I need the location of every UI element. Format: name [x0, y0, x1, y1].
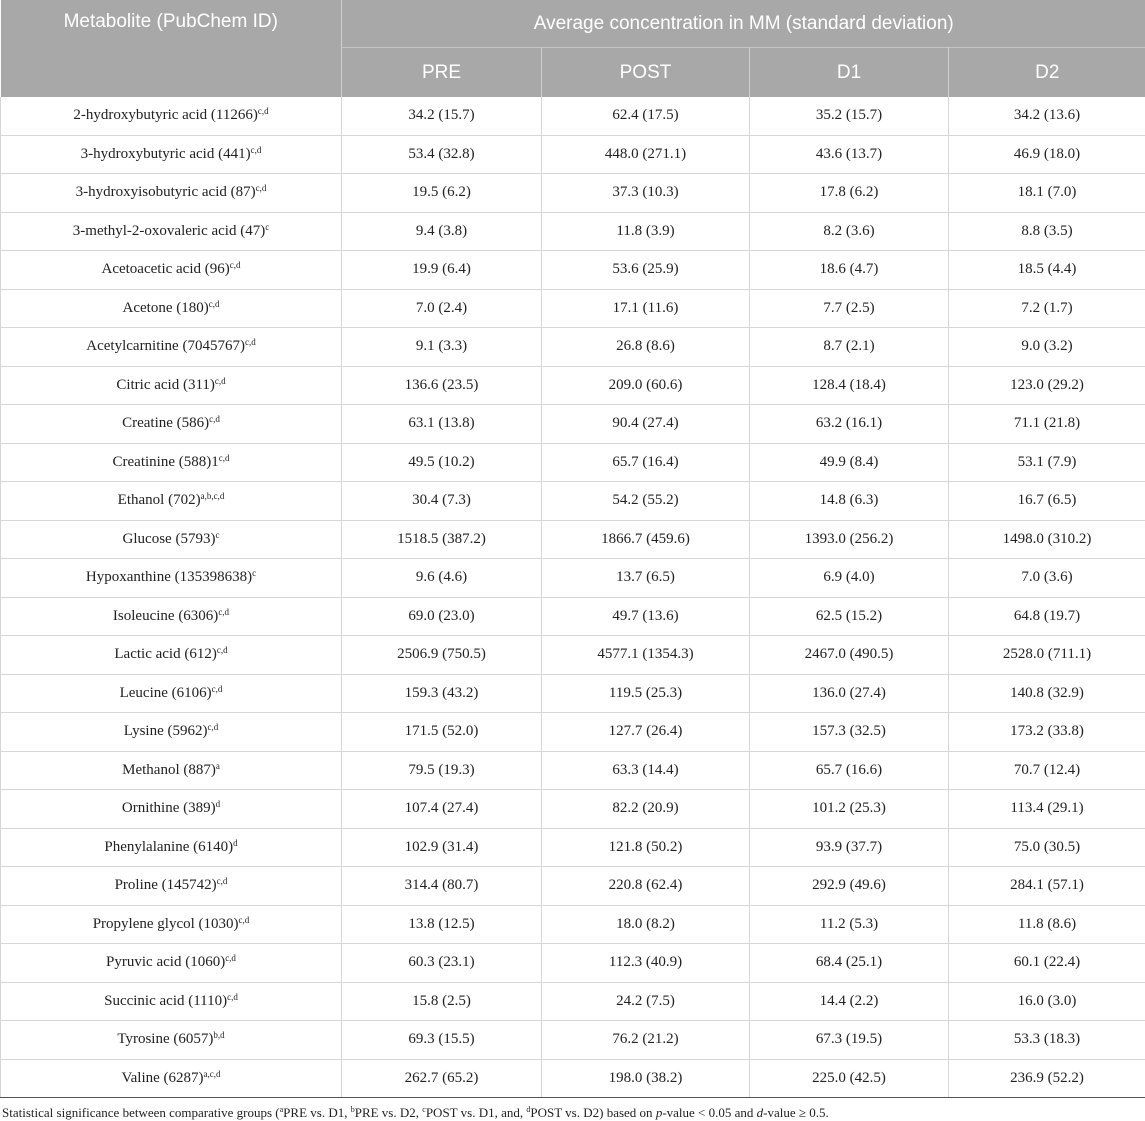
value-cell-d2: 7.0 (3.6) [949, 559, 1145, 598]
significance-marker: c,d [214, 375, 226, 386]
footnote-sup-d: d [526, 1105, 531, 1114]
metabolite-cell [1, 443, 342, 482]
value-cell-d1: 8.2 (3.6) [750, 212, 949, 251]
value-cell-pre: 13.8 (12.5) [342, 905, 542, 944]
value-cell-post: 26.8 (8.6) [542, 328, 750, 367]
metabolite-cell [1, 251, 342, 290]
value-cell-d2: 16.0 (3.0) [949, 982, 1145, 1021]
table-row [1, 366, 1145, 405]
significance-marker: c,d [255, 183, 267, 194]
value-cell-pre: 15.8 (2.5) [342, 982, 542, 1021]
table-row [1, 1021, 1145, 1060]
significance-marker: a,c,d [203, 1068, 221, 1079]
table-row [1, 636, 1145, 675]
value-cell-pre: 262.7 (65.2) [342, 1059, 542, 1098]
value-cell-d2: 64.8 (19.7) [949, 597, 1145, 636]
value-cell-d2: 11.8 (8.6) [949, 905, 1145, 944]
value-cell-pre: 30.4 (7.3) [342, 482, 542, 521]
value-cell-d1: 1393.0 (256.2) [750, 520, 949, 559]
metabolite-name: 3-hydroxyisobutyric acid (87) [75, 184, 256, 201]
footnote-prefix: Statistical significance between comparative groups ( [2, 1105, 280, 1120]
metabolite-name: 3-methyl-2-oxovaleric acid (47) [72, 222, 266, 239]
metabolite-cell [1, 597, 342, 636]
metabolite-column-header: Metabolite (PubChem ID) [1, 0, 342, 97]
value-cell-d2: 173.2 (33.8) [949, 713, 1145, 752]
metabolite-name: Pyruvic acid (1060) [106, 954, 226, 971]
metabolite-name: Tyrosine (6057) [117, 1031, 214, 1048]
value-cell-d1: 65.7 (16.6) [750, 751, 949, 790]
table-row [1, 674, 1145, 713]
metabolite-cell [1, 559, 342, 598]
table-row [1, 713, 1145, 752]
table-row [1, 520, 1145, 559]
metabolite-cell [1, 174, 342, 213]
value-cell-post: 121.8 (50.2) [542, 828, 750, 867]
value-cell-pre: 136.6 (23.5) [342, 366, 542, 405]
footnote-d: d [756, 1105, 764, 1120]
table-row [1, 135, 1145, 174]
value-cell-post: 209.0 (60.6) [542, 366, 750, 405]
significance-marker: d [233, 837, 238, 848]
value-cell-pre: 79.5 (19.3) [342, 751, 542, 790]
value-cell-d1: 93.9 (37.7) [750, 828, 949, 867]
value-cell-d2: 70.7 (12.4) [949, 751, 1145, 790]
value-cell-post: 62.4 (17.5) [542, 97, 750, 135]
table-row [1, 289, 1145, 328]
table-row [1, 867, 1145, 906]
value-cell-post: 220.8 (62.4) [542, 867, 750, 906]
footnote-item-c: POST vs. D1, and, [425, 1105, 527, 1120]
value-cell-d2: 140.8 (32.9) [949, 674, 1145, 713]
significance-marker: c,d [216, 876, 228, 887]
significance-marker: c [265, 221, 270, 232]
value-cell-pre: 107.4 (27.4) [342, 790, 542, 829]
value-cell-d1: 225.0 (42.5) [750, 1059, 949, 1098]
value-cell-d2: 71.1 (21.8) [949, 405, 1145, 444]
value-cell-pre: 2506.9 (750.5) [342, 636, 542, 675]
metabolite-name: Glucose (5793) [122, 530, 216, 547]
value-cell-pre: 19.9 (6.4) [342, 251, 542, 290]
value-cell-d2: 9.0 (3.2) [949, 328, 1145, 367]
metabolite-cell [1, 520, 342, 559]
metabolite-cell [1, 905, 342, 944]
value-cell-d1: 11.2 (5.3) [750, 905, 949, 944]
value-cell-pre: 19.5 (6.2) [342, 174, 542, 213]
metabolite-cell [1, 636, 342, 675]
footnote-end: -value ≥ 0.5. [763, 1105, 829, 1120]
value-cell-d2: 7.2 (1.7) [949, 289, 1145, 328]
value-cell-d1: 17.8 (6.2) [750, 174, 949, 213]
significance-marker: c,d [211, 683, 223, 694]
value-cell-post: 13.7 (6.5) [542, 559, 750, 598]
table-row [1, 982, 1145, 1021]
value-cell-pre: 69.0 (23.0) [342, 597, 542, 636]
value-cell-d2: 53.1 (7.9) [949, 443, 1145, 482]
column-header-post: POST [542, 48, 750, 98]
value-cell-pre: 159.3 (43.2) [342, 674, 542, 713]
concentration-group-header: Average concentration in MM (standard deviation) [342, 0, 1145, 48]
value-cell-post: 127.7 (26.4) [542, 713, 750, 752]
footnote-sup-a: a [279, 1105, 284, 1114]
significance-marker: c,d [218, 452, 230, 463]
metabolite-cell [1, 1021, 342, 1060]
table-row [1, 482, 1145, 521]
significance-marker: c,d [250, 144, 262, 155]
metabolite-name: Lysine (5962) [123, 723, 208, 740]
significance-marker: c,d [225, 953, 236, 964]
value-cell-post: 24.2 (7.5) [542, 982, 750, 1021]
value-cell-d1: 136.0 (27.4) [750, 674, 949, 713]
value-cell-d1: 157.3 (32.5) [750, 713, 949, 752]
metabolite-name: Acetylcarnitine (7045767) [86, 338, 245, 355]
significance-marker: c,d [238, 914, 250, 925]
footnote-mid2: -value < 0.05 and [662, 1105, 757, 1120]
table-row [1, 790, 1145, 829]
value-cell-d2: 60.1 (22.4) [949, 944, 1145, 983]
value-cell-d2: 18.5 (4.4) [949, 251, 1145, 290]
significance-marker: d [215, 799, 221, 810]
metabolite-name: Ethanol (702) [117, 492, 201, 509]
table-header [1, 0, 1145, 97]
value-cell-d1: 14.4 (2.2) [750, 982, 949, 1021]
metabolite-name: Isoleucine (6306) [112, 607, 219, 624]
significance-marker: c,d [229, 260, 241, 271]
value-cell-d1: 2467.0 (490.5) [750, 636, 949, 675]
metabolite-name: Citric acid (311) [116, 376, 215, 393]
metabolite-cell [1, 713, 342, 752]
metabolite-name: Methanol (887) [122, 761, 216, 778]
table-body [1, 97, 1145, 1098]
value-cell-d1: 128.4 (18.4) [750, 366, 949, 405]
value-cell-d1: 101.2 (25.3) [750, 790, 949, 829]
value-cell-post: 37.3 (10.3) [542, 174, 750, 213]
value-cell-post: 17.1 (11.6) [542, 289, 750, 328]
metabolite-cell [1, 944, 342, 983]
significance-marker: c,d [244, 337, 256, 348]
metabolite-name: Creatinine (588)1 [112, 453, 219, 470]
metabolite-name: Proline (145742) [114, 877, 217, 894]
metabolite-cell [1, 982, 342, 1021]
value-cell-d2: 46.9 (18.0) [949, 135, 1145, 174]
value-cell-post: 53.6 (25.9) [542, 251, 750, 290]
metabolite-name: Lactic acid (612) [114, 646, 217, 663]
value-cell-post: 1866.7 (459.6) [542, 520, 750, 559]
value-cell-d2: 18.1 (7.0) [949, 174, 1145, 213]
footnote-sup-c: c [422, 1105, 426, 1114]
value-cell-d1: 43.6 (13.7) [750, 135, 949, 174]
value-cell-d1: 67.3 (19.5) [750, 1021, 949, 1060]
metabolite-cell [1, 328, 342, 367]
metabolite-name: 2-hydroxybutyric acid (11266) [73, 107, 258, 124]
value-cell-d1: 7.7 (2.5) [750, 289, 949, 328]
metabolite-name: Leucine (6106) [119, 684, 212, 701]
value-cell-d1: 18.6 (4.7) [750, 251, 949, 290]
metabolite-cell [1, 289, 342, 328]
value-cell-d2: 1498.0 (310.2) [949, 520, 1145, 559]
value-cell-d1: 68.4 (25.1) [750, 944, 949, 983]
metabolite-cell [1, 1059, 342, 1098]
value-cell-post: 76.2 (21.2) [542, 1021, 750, 1060]
significance-marker: a [215, 760, 220, 771]
value-cell-post: 11.8 (3.9) [542, 212, 750, 251]
significance-marker: c,d [257, 106, 269, 117]
value-cell-d2: 284.1 (57.1) [949, 867, 1145, 906]
value-cell-post: 4577.1 (1354.3) [542, 636, 750, 675]
table-row [1, 212, 1145, 251]
value-cell-d1: 292.9 (49.6) [750, 867, 949, 906]
metabolite-name: Phenylalanine (6140) [104, 838, 234, 855]
significance-marker: c,d [208, 298, 220, 309]
footnote-mid1: based on [603, 1105, 656, 1120]
table-row [1, 944, 1145, 983]
metabolite-cell [1, 482, 342, 521]
footnote-item-a: PRE vs. D1, [283, 1105, 351, 1120]
metabolite-cell [1, 212, 342, 251]
value-cell-d2: 8.8 (3.5) [949, 212, 1145, 251]
value-cell-d2: 123.0 (29.2) [949, 366, 1145, 405]
table-row [1, 905, 1145, 944]
significance-marker: b,d [213, 1030, 225, 1041]
metabolite-name: 3-hydroxybutyric acid (441) [80, 145, 251, 162]
footnote-item-b: PRE vs. D2, [354, 1105, 423, 1120]
value-cell-pre: 63.1 (13.8) [342, 405, 542, 444]
value-cell-d1: 14.8 (6.3) [750, 482, 949, 521]
column-header-pre: PRE [342, 48, 542, 98]
value-cell-post: 63.3 (14.4) [542, 751, 750, 790]
metabolite-name: Ornithine (389) [121, 800, 216, 817]
metabolite-cell [1, 790, 342, 829]
value-cell-d2: 16.7 (6.5) [949, 482, 1145, 521]
value-cell-d2: 34.2 (13.6) [949, 97, 1145, 135]
value-cell-d2: 53.3 (18.3) [949, 1021, 1145, 1060]
footnote-sup-b: b [350, 1105, 355, 1114]
value-cell-pre: 9.6 (4.6) [342, 559, 542, 598]
significance-marker: c,d [216, 645, 228, 656]
value-cell-post: 65.7 (16.4) [542, 443, 750, 482]
value-cell-d2: 75.0 (30.5) [949, 828, 1145, 867]
table-footnote [0, 1098, 1145, 1121]
value-cell-pre: 314.4 (80.7) [342, 867, 542, 906]
column-header-d2: D2 [949, 48, 1145, 98]
value-cell-pre: 7.0 (2.4) [342, 289, 542, 328]
table-row [1, 597, 1145, 636]
table-row [1, 1059, 1145, 1098]
table-row [1, 559, 1145, 598]
metabolite-cell [1, 828, 342, 867]
metabolite-name: Acetone (180) [122, 299, 209, 316]
table-row [1, 251, 1145, 290]
significance-marker: c [215, 529, 220, 540]
significance-marker: a,b,c,d [200, 491, 225, 502]
value-cell-d1: 8.7 (2.1) [750, 328, 949, 367]
metabolite-name: Hypoxanthine (135398638) [85, 569, 253, 586]
table-row [1, 328, 1145, 367]
value-cell-d1: 63.2 (16.1) [750, 405, 949, 444]
value-cell-d2: 113.4 (29.1) [949, 790, 1145, 829]
value-cell-post: 82.2 (20.9) [542, 790, 750, 829]
metabolite-name: Valine (6287) [121, 1069, 204, 1086]
value-cell-pre: 9.4 (3.8) [342, 212, 542, 251]
significance-marker: c,d [209, 414, 220, 425]
value-cell-pre: 60.3 (23.1) [342, 944, 542, 983]
value-cell-post: 112.3 (40.9) [542, 944, 750, 983]
significance-marker: c,d [218, 606, 230, 617]
value-cell-post: 54.2 (55.2) [542, 482, 750, 521]
significance-marker: c [252, 568, 257, 579]
table-row [1, 751, 1145, 790]
value-cell-pre: 69.3 (15.5) [342, 1021, 542, 1060]
value-cell-pre: 1518.5 (387.2) [342, 520, 542, 559]
value-cell-pre: 53.4 (32.8) [342, 135, 542, 174]
table-row [1, 97, 1145, 135]
table-row [1, 828, 1145, 867]
footnote-item-d: POST vs. D2) [530, 1105, 604, 1120]
value-cell-d2: 2528.0 (711.1) [949, 636, 1145, 675]
metabolite-cell [1, 97, 342, 135]
table-row [1, 443, 1145, 482]
value-cell-post: 119.5 (25.3) [542, 674, 750, 713]
metabolite-name: Acetoacetic acid (96) [101, 261, 230, 278]
value-cell-pre: 171.5 (52.0) [342, 713, 542, 752]
value-cell-d2: 236.9 (52.2) [949, 1059, 1145, 1098]
value-cell-d1: 62.5 (15.2) [750, 597, 949, 636]
table-row [1, 405, 1145, 444]
value-cell-post: 49.7 (13.6) [542, 597, 750, 636]
value-cell-pre: 9.1 (3.3) [342, 328, 542, 367]
value-cell-d1: 35.2 (15.7) [750, 97, 949, 135]
column-header-d1: D1 [750, 48, 949, 98]
value-cell-pre: 102.9 (31.4) [342, 828, 542, 867]
metabolite-cell [1, 405, 342, 444]
metabolite-name: Succinic acid (1110) [104, 992, 228, 1009]
metabolite-name: Creatine (586) [122, 415, 210, 432]
value-cell-post: 90.4 (27.4) [542, 405, 750, 444]
value-cell-pre: 34.2 (15.7) [342, 97, 542, 135]
significance-marker: c,d [207, 722, 219, 733]
metabolite-cell [1, 674, 342, 713]
metabolite-cell [1, 751, 342, 790]
metabolite-name: Propylene glycol (1030) [92, 915, 239, 932]
value-cell-pre: 49.5 (10.2) [342, 443, 542, 482]
table-row [1, 174, 1145, 213]
metabolite-cell [1, 867, 342, 906]
value-cell-post: 448.0 (271.1) [542, 135, 750, 174]
value-cell-post: 198.0 (38.2) [542, 1059, 750, 1098]
footnote-p: p [655, 1105, 663, 1120]
metabolite-cell [1, 135, 342, 174]
value-cell-post: 18.0 (8.2) [542, 905, 750, 944]
significance-marker: c,d [227, 991, 238, 1002]
metabolite-cell [1, 366, 342, 405]
value-cell-d1: 49.9 (8.4) [750, 443, 949, 482]
value-cell-d1: 6.9 (4.0) [750, 559, 949, 598]
